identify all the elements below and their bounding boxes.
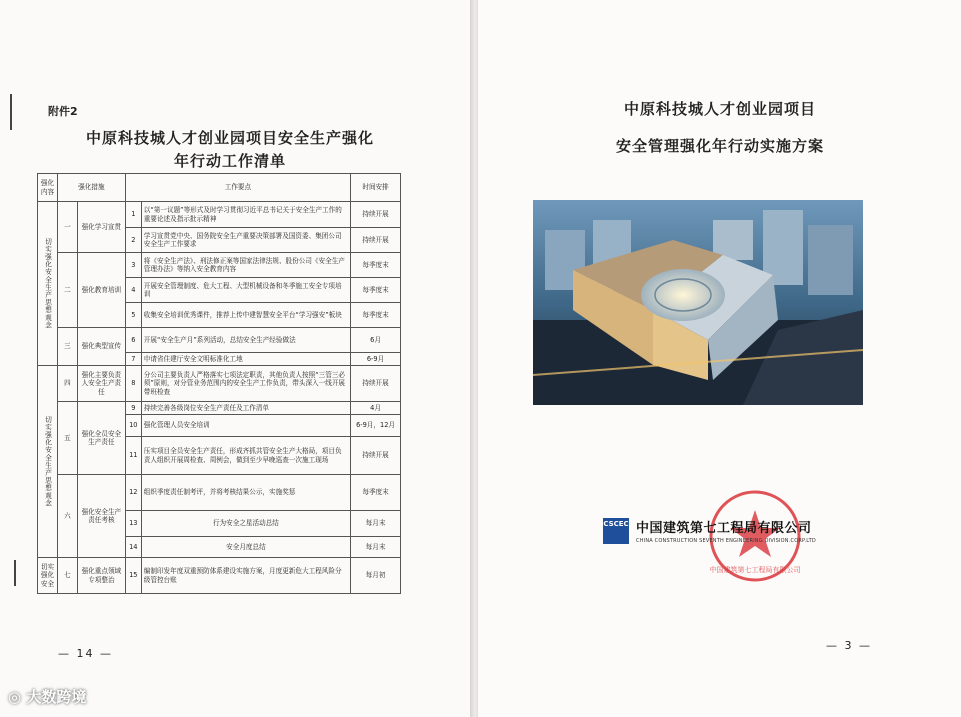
row-time: 6月 [351,328,401,353]
header-measure: 强化措施 [57,174,125,202]
watermark-text: 大数跨境 [26,688,87,706]
category-cell: 切实强化安全生产思想观念 [38,366,58,558]
row-no: 11 [125,437,141,475]
row-no: 13 [125,511,141,537]
company-seal [705,486,805,586]
attachment-label: 附件2 [48,105,78,118]
row-req: 持续完善各级岗位安全生产责任及工作清单 [141,402,350,415]
group-measure: 强化典型宣传 [77,328,125,366]
header-time: 时间安排 [351,174,401,202]
row-time: 每月初 [351,558,401,594]
category-cell: 切实强化安全生产思想观念 [38,202,58,366]
header-category: 强化内容 [38,174,58,202]
row-time: 4月 [351,402,401,415]
row-req: 强化管理人员安全培训 [141,415,350,437]
list-title-line1: 中原科技城人才创业园项目安全生产强化 [85,129,374,147]
row-req: 申请省住建厅安全文明标准化工地 [141,353,350,366]
row-req: 分公司主要负责人严格落实七项法定职责，其他负责人按照“三管三必须”原则，对分管业务范围内的安全生产工作负责，带头深入一线开展带班检查 [141,366,350,402]
table-row [38,558,401,594]
table-row [38,366,401,402]
table-header-row [38,174,401,202]
row-time: 6-9月，12月 [351,415,401,437]
row-time: 持续开展 [351,202,401,228]
building-rendering-image [533,200,863,405]
left-page [0,0,470,717]
row-req: 开展安全管理制度、危大工程、大型机械设备和冬季施工安全专项培训 [141,278,350,303]
page-number: — 3 — [826,639,872,652]
group-seq: 四 [57,366,77,402]
table-row [38,202,401,228]
plan-title-line2: 安全管理强化年行动实施方案 [615,137,824,155]
page-number: — 14 — [58,647,113,660]
row-time: 持续开展 [351,228,401,253]
company-name-english: CHINA CONSTRUCTION SEVENTH ENGINEERING DIVISION.CORP.LTD [636,538,816,544]
row-no: 9 [125,402,141,415]
group-seq: 三 [57,328,77,366]
group-measure: 强化教育培训 [77,253,125,328]
table-row [38,253,401,278]
seal-text: 中国建筑第七工程局有限公司 [709,566,801,574]
row-req: 开展“安全生产月”系列活动，总结安全生产经验做法 [141,328,350,353]
watermark [8,686,86,707]
row-no: 8 [125,366,141,402]
row-no: 7 [125,353,141,366]
group-measure: 强化全员安全生产责任 [77,402,125,475]
row-time: 每月末 [351,537,401,558]
group-seq: 七 [57,558,77,594]
row-req: 学习宣贯党中央、国务院安全生产重要决策部署及国资委、集团公司安全生产工作要求 [141,228,350,253]
company-name: 中国建筑第七工程局有限公司 [636,521,812,536]
row-no: 5 [125,303,141,328]
row-no: 15 [125,558,141,594]
table-row [38,475,401,511]
row-req: 压实项目全员安全生产责任，形成齐抓共管安全生产大格局，项目负责人组织开展周检查、周例会，做到至少早晚巡查一次施工现场 [141,437,350,475]
row-no: 10 [125,415,141,437]
work-list-table [37,173,401,594]
row-time: 每季度末 [351,253,401,278]
company-logo-text: CSCEC [603,520,629,528]
row-req: 组织季度责任制考评，并将考核结果公示，实施奖惩 [141,475,350,511]
row-no: 12 [125,475,141,511]
row-no: 6 [125,328,141,353]
company-logo [603,518,629,544]
row-req: 安全月度总结 [141,537,350,558]
book-gutter [470,0,478,717]
row-no: 14 [125,537,141,558]
list-title-line2: 年行动工作清单 [173,152,286,170]
header-requirements: 工作要点 [125,174,350,202]
row-req: 以“第一议题”等形式及时学习贯彻习近平总书记关于安全生产工作的重要论述及指示批示精神 [141,202,350,228]
group-seq: 一 [57,202,77,253]
scan-mark [14,560,16,586]
group-seq: 五 [57,402,77,475]
row-time: 每季度末 [351,303,401,328]
table-row [38,402,401,415]
row-no: 1 [125,202,141,228]
row-time: 每月末 [351,511,401,537]
group-measure: 强化重点领域专项整治 [77,558,125,594]
row-no: 4 [125,278,141,303]
row-no: 2 [125,228,141,253]
scan-mark [10,94,12,130]
row-time: 每季度末 [351,475,401,511]
row-req: 行为安全之星活动总结 [141,511,350,537]
plan-title-line1: 中原科技城人才创业园项目 [623,100,816,118]
row-no: 3 [125,253,141,278]
row-req: 将《安全生产法》、刑法修正案等国家法律法规、股份公司《安全生产管理办法》等纳入安全教育内容 [141,253,350,278]
row-req: 编制印发年度双重预防体系建设实施方案，月度更新危大工程风险分级管控台账 [141,558,350,594]
group-measure: 强化学习宣贯 [77,202,125,253]
group-seq: 六 [57,475,77,558]
row-time: 持续开展 [351,366,401,402]
row-time: 6-9月 [351,353,401,366]
table-row [38,328,401,353]
group-measure: 强化安全生产责任考核 [77,475,125,558]
group-seq: 二 [57,253,77,328]
category-cell: 切实强化安全 [38,558,58,594]
row-req: 收集安全培训优秀课件，推荐上传中建智慧安全平台“学习强安”板块 [141,303,350,328]
row-time: 持续开展 [351,437,401,475]
row-time: 每季度末 [351,278,401,303]
watermark-icon: ◎ [8,688,27,706]
group-measure: 强化主要负责人安全生产责任 [77,366,125,402]
